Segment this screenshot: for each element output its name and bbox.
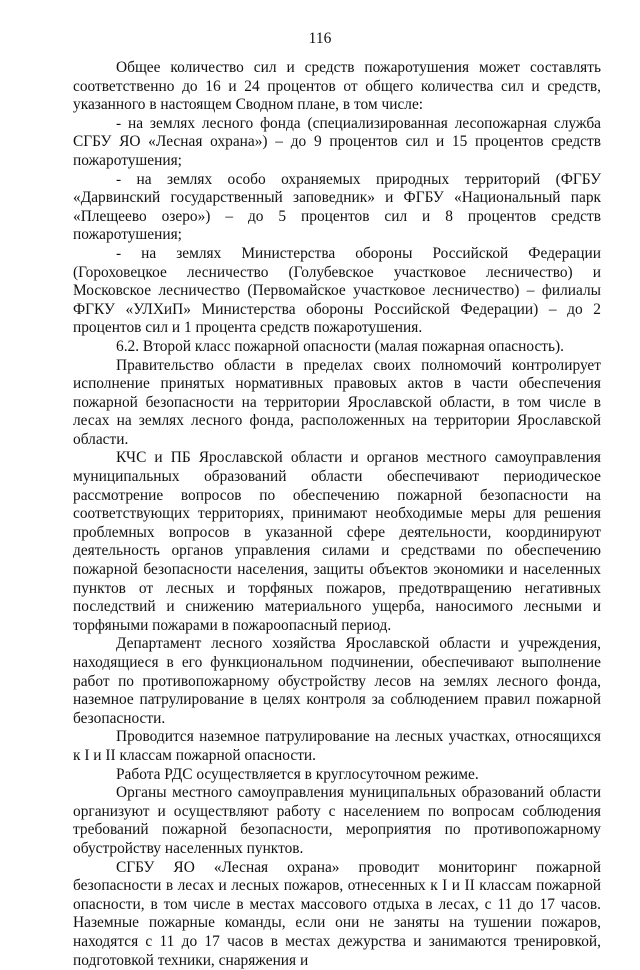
paragraph-3: - на землях особо охраняемых природных территорий (ФГБУ «Дарвинский государственный заповедник» и ФГБУ «Национальный парк «Плещеево озеро») – до 5 процентов сил и 8 процентов средств пожаротушения; [73, 170, 601, 244]
paragraph-10: Работа РДС осуществляется в круглосуточном режиме. [116, 765, 479, 783]
document-body [73, 59, 601, 970]
page-number: 116 [308, 30, 332, 47]
paragraph-2: - на землях лесного фонда (специализированная лесопожарная служба СГБУ ЯО «Лесная охрана») – до 9 процентов сил и 15 процентов средств пожаротушения; [73, 114, 601, 169]
paragraph-4: - на землях Министерства обороны Российской Федерации (Гороховецкое лесничество (Голубевское участковое лесничество) и Московское лесничество (Первомайское участковое лесничество) – филиалы ФГКУ «УЛХиП» Министерства обороны Российской Федерации) – до 2 процентов сил и 1 процента средств пожаротушения. [73, 244, 601, 337]
paragraph-5: 6.2. Второй класс пожарной опасности (малая пожарная опасность). [116, 337, 564, 355]
paragraph-1: Общее количество сил и средств пожаротушения может составлять соответственно до 16 и 24 процентов от общего количества сил и средств, указанного в настоящем Сводном плане, в том числе: [73, 59, 601, 114]
paragraph-6: Правительство области в пределах своих полномочий контролирует исполнение принятых нормативных правовых актов в части обеспечения пожарной безопасности на территории Ярославской области, в том числе в лесах на землях лесного фонда, расположенных на территории Ярославской области. [73, 356, 601, 448]
paragraph-9: Проводится наземное патрулирование на лесных участках, относящихся к I и II классам пожарной опасности. [73, 728, 601, 764]
paragraph-7: КЧС и ПБ Ярославской области и органов местного самоуправления муниципальных образований области обеспечивают периодическое рассмотрение вопросов по обеспечению пожарной безопасности на соответствующих территориях, принимают необходимые меры для решения проблемных вопросов в указанной сфере деятельности, координируют деятельность органов управления силами и средствами по обеспечению пожарной безопасности населения, защиты объектов экономики и населенных пунктов от лесных и торфяных пожаров, предотвращению негативных последствий и снижению материального ущерба, наносимого лесными и торфяными пожарами в пожароопасный период. [73, 449, 601, 634]
paragraph-11: Органы местного самоуправления муниципальных образований области организуют и осуществляют работу с населением по вопросам соблюдения требований пожарной безопасности, мероприятия по противопожарному обустройству населенных пунктов. [73, 784, 601, 857]
paragraph-12: СГБУ ЯО «Лесная охрана» проводит мониторинг пожарной безопасности в лесах и лесных пожаров, отнесенных к I и II классам пожарной опасности, в том числе в местах массового отдыха в лесах, с 11 до 17 часов. Наземные пожарные команды, если они не заняты на тушении пожаров, находятся с 11 до 17 часов в местах дежурства и занимаются тренировкой, подготовкой техники, снаряжения и [73, 858, 601, 969]
paragraph-8: Департамент лесного хозяйства Ярославской области и учреждения, находящиеся в его функциональном подчинении, обеспечивают выполнение работ по противопожарному обустройству лесов на землях лесного фонда, наземное патрулирование в целях контроля за соблюдением правил пожарной безопасности. [73, 635, 601, 727]
